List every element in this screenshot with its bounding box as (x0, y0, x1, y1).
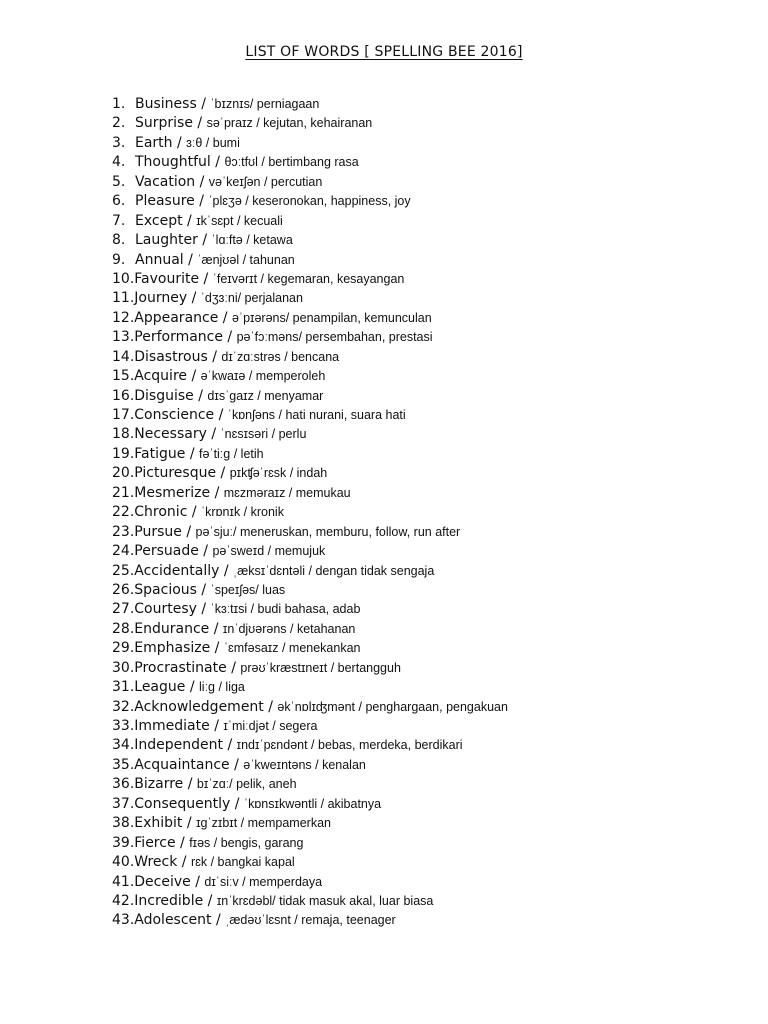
item-pronunciation-meaning: liːg / liga (199, 680, 245, 695)
item-separator: / (181, 523, 196, 540)
item-separator: / (185, 445, 199, 462)
list-item (112, 268, 752, 287)
item-word: Business (135, 96, 197, 112)
word-list (112, 93, 752, 929)
item-word: Acknowledgement (134, 698, 264, 715)
item-word: Endurance (134, 620, 210, 637)
item-pronunciation-meaning: ˈɛmfəsaɪz / menekankan (223, 641, 361, 656)
item-separator: / (230, 795, 244, 812)
item-word: Immediate (134, 718, 210, 734)
list-item (112, 909, 752, 928)
item-number: 14. (112, 348, 135, 365)
item-word: League (134, 679, 186, 696)
item-word: Chronic (134, 504, 188, 521)
item-separator: / (196, 601, 211, 618)
list-item (112, 210, 752, 229)
item-word: Thoughtful (135, 154, 211, 171)
item-word: Except (135, 212, 183, 229)
item-number: 18. (112, 426, 135, 443)
list-item (112, 715, 752, 734)
item-separator: / (218, 309, 232, 326)
item-number: 33. (112, 718, 135, 734)
item-pronunciation-meaning: əˈkwaɪə / memperoleh (200, 369, 326, 384)
item-separator: / (210, 154, 225, 171)
item-word: Independent (134, 737, 224, 754)
item-separator: / (209, 718, 224, 734)
item-pronunciation-meaning: ˌædəʊˈlɛsnt / remaja, teenager (225, 913, 396, 928)
list-item (112, 462, 752, 481)
item-number: 12. (112, 309, 135, 326)
item-separator: / (194, 193, 209, 210)
item-number: 37. (112, 795, 135, 812)
item-pronunciation-meaning: ˈkɒnʃəns / hati nurani, suara hati (227, 408, 406, 422)
item-separator: / (199, 270, 213, 287)
item-word: Incredible (134, 892, 204, 909)
item-pronunciation-meaning: ɪnˈdjʊərəns / ketahanan (222, 621, 356, 636)
item-separator: / (203, 892, 217, 909)
item-separator: / (226, 659, 241, 676)
item-pronunciation-meaning: fəˈtiːg / letih (199, 446, 264, 461)
item-word: Disguise (134, 387, 194, 404)
item-number: 2. (112, 115, 126, 132)
item-word: Acquire (134, 368, 188, 385)
item-number: 17. (112, 407, 135, 423)
item-pronunciation-meaning: ˈkɒnsɪkwəntli / akibatnya (243, 796, 382, 811)
item-word: Wreck (134, 854, 178, 871)
item-word: Picturesque (134, 465, 217, 482)
item-number: 21. (112, 484, 135, 501)
item-word: Journey (134, 290, 188, 307)
item-pronunciation-meaning: pəˈsjuː/ meneruskan, memburu, follow, run after (195, 524, 461, 539)
item-word: Vacation (135, 173, 196, 190)
list-item (112, 385, 752, 404)
item-word: Necessary (134, 426, 207, 443)
item-pronunciation-meaning: ˈspeɪʃəs/ luas (210, 582, 286, 597)
item-number: 25. (112, 562, 135, 579)
list-item (112, 132, 752, 151)
item-number: 15. (112, 368, 135, 385)
item-word: Courtesy (134, 601, 197, 618)
item-number: 41. (112, 873, 135, 890)
item-word: Fatigue (134, 445, 186, 462)
list-item (112, 560, 752, 579)
item-number: 32. (112, 698, 135, 715)
item-number: 38. (112, 815, 135, 832)
item-word: Pursue (134, 523, 182, 540)
item-pronunciation-meaning: ɜːθ / bumi (186, 135, 240, 150)
item-pronunciation-meaning: ˈplɛʒə / keseronokan, happiness, joy (208, 194, 411, 209)
item-separator: / (219, 562, 234, 579)
item-pronunciation-meaning: əkˈnɒlɪʤmənt / penghargaan, pengakuan (277, 699, 508, 714)
item-pronunciation-meaning: pəˈfɔːməns/ persembahan, prestasi (236, 330, 433, 345)
list-item (112, 112, 752, 131)
item-pronunciation-meaning: prəʊˈkræstɪneɪt / bertangguh (240, 660, 401, 675)
document-title: LIST OF WORDS [ SPELLING BEE 2016] (245, 44, 523, 60)
item-pronunciation-meaning: bɪˈzɑː/ pelik, aneh (196, 777, 297, 792)
item-word: Favourite (134, 270, 200, 287)
item-pronunciation-meaning: ˈlɑːftə / ketawa (211, 233, 293, 248)
list-item (112, 657, 752, 676)
item-number: 24. (112, 543, 135, 560)
item-separator: / (196, 581, 211, 598)
item-pronunciation-meaning: səˈpraɪz / kejutan, kehairanan (206, 116, 373, 131)
item-pronunciation-meaning: ɪˈmiːdjət / segera (223, 719, 318, 733)
item-number: 27. (112, 601, 135, 618)
list-item (112, 579, 752, 598)
item-number: 40. (112, 854, 135, 871)
item-word: Spacious (134, 581, 197, 598)
item-separator: / (195, 173, 209, 190)
list-item (112, 190, 752, 209)
item-number: 39. (112, 834, 135, 851)
item-number: 29. (112, 640, 135, 657)
list-item (112, 307, 752, 326)
list-item (112, 598, 752, 617)
list-item (112, 365, 752, 384)
item-separator: / (196, 96, 211, 112)
item-pronunciation-meaning: θɔːtfʊl / bertimbang rasa (224, 155, 359, 170)
item-word: Performance (134, 329, 223, 346)
item-separator: / (198, 543, 213, 560)
list-item (112, 754, 752, 773)
item-word: Persuade (134, 543, 199, 560)
item-word: Mesmerize (134, 484, 211, 501)
item-number: 5. (112, 173, 126, 190)
list-item (112, 326, 752, 345)
item-pronunciation-meaning: ɪgˈzɪbɪt / mempamerkan (196, 816, 331, 831)
list-item (112, 540, 752, 559)
item-number: 1. (112, 96, 126, 112)
item-separator: / (183, 251, 198, 268)
item-separator: / (210, 484, 224, 501)
item-number: 23. (112, 523, 135, 540)
list-item (112, 443, 752, 462)
item-separator: / (192, 115, 207, 132)
list-item (112, 501, 752, 520)
item-pronunciation-meaning: vəˈkeɪʃən / percutian (208, 174, 323, 189)
item-number: 36. (112, 776, 135, 793)
item-separator: / (222, 329, 237, 346)
item-pronunciation-meaning: dɪˈzɑːstrəs / bencana (221, 349, 340, 364)
item-pronunciation-meaning: ˈfeɪvərɪt / kegemaran, kesayangan (212, 271, 405, 286)
list-item (112, 637, 752, 656)
list-item (112, 346, 752, 365)
item-word: Exhibit (134, 815, 183, 832)
list-item (112, 404, 752, 423)
item-word: Fierce (134, 834, 176, 851)
item-separator: / (211, 912, 226, 929)
item-separator: / (193, 387, 208, 404)
item-pronunciation-meaning: rɛk / bangkai kapal (190, 855, 295, 870)
item-pronunciation-meaning: ɪnˈkrɛdəbl/ tidak masuk akal, luar biasa (216, 893, 434, 908)
list-item (112, 773, 752, 792)
item-separator: / (175, 834, 190, 851)
item-separator: / (183, 776, 197, 793)
item-separator: / (210, 640, 224, 657)
item-separator: / (182, 815, 197, 832)
list-item (112, 696, 752, 715)
item-separator: / (209, 620, 223, 637)
item-number: 28. (112, 620, 135, 637)
item-separator: / (197, 232, 212, 249)
item-separator: / (206, 426, 221, 443)
item-word: Emphasize (134, 640, 211, 657)
item-separator: / (207, 348, 222, 365)
list-item (112, 423, 752, 442)
item-number: 16. (112, 387, 135, 404)
item-separator: / (177, 854, 191, 871)
list-item (112, 793, 752, 812)
item-number: 34. (112, 737, 135, 754)
item-separator: / (185, 679, 200, 696)
list-item (112, 890, 752, 909)
item-separator: / (187, 290, 201, 307)
item-pronunciation-meaning: ɪndɪˈpɛndənt / bebas, merdeka, berdikari (236, 738, 463, 753)
list-item (112, 851, 752, 870)
item-pronunciation-meaning: ˈkrɒnɪk / kronik (201, 505, 284, 520)
item-number: 6. (112, 193, 126, 210)
item-separator: / (263, 698, 278, 715)
list-item (112, 482, 752, 501)
item-number: 8. (112, 232, 126, 249)
list-item (112, 287, 752, 306)
item-separator: / (182, 212, 197, 229)
item-number: 13. (112, 329, 135, 346)
item-word: Surprise (135, 115, 193, 132)
item-word: Pleasure (135, 193, 195, 210)
list-item (112, 521, 752, 540)
item-number: 35. (112, 756, 135, 773)
item-pronunciation-meaning: ˌæksɪˈdɛntəli / dengan tidak sengaja (233, 563, 435, 578)
item-pronunciation-meaning: pɪkʧəˈrɛsk / indah (229, 466, 328, 481)
list-item (112, 151, 752, 170)
item-word: Laughter (135, 232, 198, 249)
item-separator: / (187, 368, 201, 385)
item-pronunciation-meaning: əˈpɪərəns/ penampilan, kemunculan (231, 310, 432, 325)
item-number: 10. (112, 270, 135, 287)
item-pronunciation-meaning: pəˈsweɪd / memujuk (212, 544, 326, 559)
item-number: 26. (112, 581, 135, 598)
item-separator: / (214, 407, 228, 423)
item-word: Accidentally (134, 562, 220, 579)
item-separator: / (172, 134, 187, 151)
item-number: 30. (112, 659, 135, 676)
item-separator: / (223, 737, 237, 754)
item-word: Adolescent (134, 912, 212, 929)
item-pronunciation-meaning: ˈdʒɜːni/ perjalanan (200, 291, 303, 306)
item-pronunciation-meaning: ɪkˈsɛpt / kecuali (196, 213, 283, 228)
list-item (112, 249, 752, 268)
list-item (112, 812, 752, 831)
item-word: Deceive (134, 873, 191, 890)
list-item (112, 676, 752, 695)
list-item (112, 734, 752, 753)
item-separator: / (216, 465, 230, 482)
item-pronunciation-meaning: dɪˈsiːv / memperdaya (204, 874, 323, 889)
item-word: Appearance (134, 309, 219, 326)
item-number: 20. (112, 465, 135, 482)
item-word: Acquaintance (134, 756, 230, 773)
item-number: 9. (112, 251, 126, 268)
item-word: Annual (135, 251, 184, 268)
item-number: 4. (112, 154, 126, 171)
list-item (112, 832, 752, 851)
item-pronunciation-meaning: dɪsˈgaɪz / menyamar (207, 388, 324, 403)
item-pronunciation-meaning: ˈnɛsɪsəri / perlu (220, 427, 307, 442)
list-item (112, 871, 752, 890)
item-number: 3. (112, 134, 126, 151)
item-separator: / (190, 873, 205, 890)
item-number: 42. (112, 892, 135, 909)
item-word: Consequently (134, 795, 231, 812)
item-number: 11. (112, 290, 135, 307)
list-item (112, 229, 752, 248)
item-number: 31. (112, 679, 135, 696)
item-pronunciation-meaning: mɛzməraɪz / memukau (223, 485, 351, 500)
list-item (112, 618, 752, 637)
item-separator: / (187, 504, 202, 521)
list-item (112, 93, 752, 112)
item-separator: / (229, 756, 244, 773)
item-word: Disastrous (134, 348, 208, 365)
item-pronunciation-meaning: ˈbɪznɪs/ perniagaan (210, 97, 320, 111)
item-number: 22. (112, 504, 135, 521)
item-pronunciation-meaning: əˈkweɪntəns / kenalan (243, 757, 366, 772)
item-word: Conscience (134, 407, 215, 423)
item-pronunciation-meaning: ˈkɜːtɪsi / budi bahasa, adab (210, 602, 361, 617)
item-number: 7. (112, 212, 126, 229)
item-pronunciation-meaning: ˈænjʊəl / tahunan (197, 252, 295, 267)
item-word: Bizarre (134, 776, 184, 793)
item-word: Procrastinate (134, 659, 227, 676)
list-item (112, 171, 752, 190)
item-number: 43. (112, 912, 135, 929)
item-word: Earth (135, 134, 173, 151)
item-pronunciation-meaning: fɪəs / bengis, garang (189, 835, 304, 850)
item-number: 19. (112, 445, 135, 462)
